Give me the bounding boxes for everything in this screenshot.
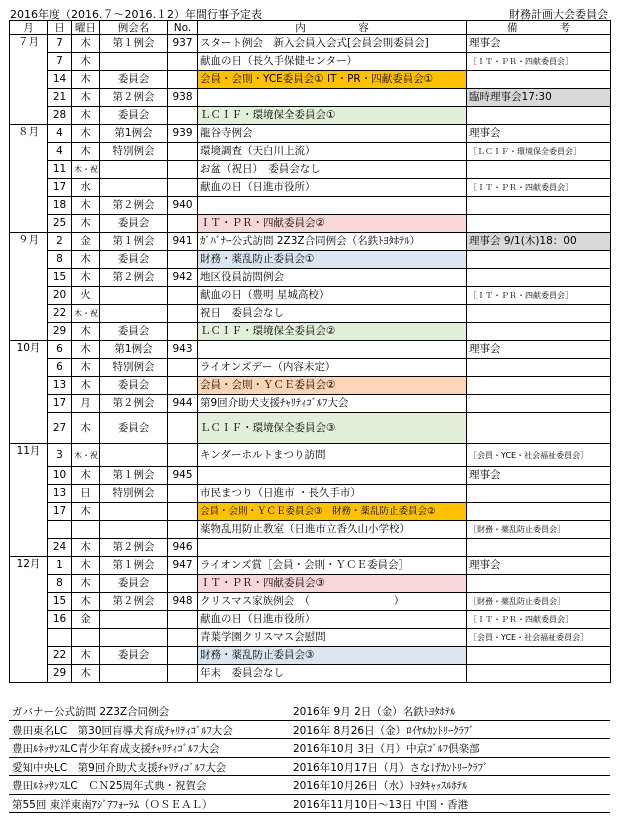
table-row bbox=[10, 359, 611, 377]
no-cell bbox=[168, 611, 198, 629]
event-date: 2016年11月10日～13日 中国・香港 bbox=[293, 798, 469, 811]
no-cell: 944 bbox=[168, 395, 198, 413]
content-cell: ｶﾞﾊﾞﾅｰ公式訪問 2Z3Z合同例会（名鉄ﾄﾖﾀﾎﾃﾙ） bbox=[198, 233, 467, 251]
event-date: 2016年 9月 2日（金）名鉄ﾄﾖﾀﾎﾃﾙ bbox=[293, 706, 456, 718]
dow-cell: 木 bbox=[72, 539, 100, 557]
col-day: 日 bbox=[48, 21, 72, 35]
dow-cell: 木 bbox=[72, 269, 100, 287]
external-event-row bbox=[9, 795, 610, 814]
dow-cell: 木 bbox=[72, 215, 100, 233]
meeting-cell: 委員会 bbox=[100, 575, 168, 593]
no-cell bbox=[168, 377, 198, 395]
table-row bbox=[10, 629, 611, 647]
day-cell: 2 bbox=[48, 233, 72, 251]
no-cell bbox=[168, 71, 198, 89]
note-cell: ［財務・薬乱防止委員会］ bbox=[467, 521, 611, 539]
no-cell: 940 bbox=[168, 197, 198, 215]
no-cell bbox=[168, 287, 198, 305]
day-cell: 14 bbox=[48, 71, 72, 89]
day-cell: 6 bbox=[48, 359, 72, 377]
table-row bbox=[10, 143, 611, 161]
table-row bbox=[10, 323, 611, 341]
meeting-cell: 特別例会 bbox=[100, 143, 168, 161]
day-cell: 13 bbox=[48, 485, 72, 503]
col-meeting: 例会名 bbox=[100, 21, 168, 35]
day-cell bbox=[48, 629, 72, 647]
col-no: No. bbox=[168, 21, 198, 35]
content-cell: ＬＣＩＦ・環境保全委員会② bbox=[198, 323, 467, 341]
day-cell: 25 bbox=[48, 215, 72, 233]
dow-cell: 木 bbox=[72, 503, 100, 521]
table-row bbox=[10, 53, 611, 71]
content-cell: ＬＣＩＦ・環境保全委員会① bbox=[198, 107, 467, 125]
event-date: 2016年10月26日（水）ﾄﾖﾀｷｬｯｽﾙﾎﾃﾙ bbox=[293, 780, 468, 792]
dow-cell: 木 bbox=[72, 413, 100, 444]
event-name: ガバナー公式訪問 2Z3Z合同例会 bbox=[12, 706, 170, 718]
table-row bbox=[10, 341, 611, 359]
meeting-cell bbox=[100, 629, 168, 647]
dow-cell bbox=[72, 629, 100, 647]
day-cell: 1 bbox=[48, 557, 72, 575]
page-title: 2016年度（2016.７～2016.１2）年間行事予定表 bbox=[10, 8, 262, 21]
content-cell: 祝日 委員会なし bbox=[198, 305, 467, 323]
table-row bbox=[10, 647, 611, 665]
dow-cell: 木 bbox=[72, 323, 100, 341]
table-row bbox=[10, 557, 611, 575]
meeting-cell: 第１例会 bbox=[100, 35, 168, 53]
no-cell: 942 bbox=[168, 269, 198, 287]
content-cell: ＬＣＩＦ・環境保全委員会③ bbox=[198, 413, 467, 444]
dow-cell: 木・祝 bbox=[72, 305, 100, 323]
meeting-cell bbox=[100, 179, 168, 197]
event-date: 2016年10月17日（月）さなげｶﾝﾄﾘｰｸﾗﾌﾞ bbox=[293, 761, 489, 774]
note-cell: 理事会 bbox=[467, 35, 611, 53]
dow-cell: 木 bbox=[72, 377, 100, 395]
dow-cell: 金 bbox=[72, 233, 100, 251]
table-row bbox=[10, 269, 611, 287]
content-cell bbox=[198, 197, 467, 215]
note-cell: 理事会 bbox=[467, 125, 611, 143]
day-cell: 17 bbox=[48, 395, 72, 413]
note-cell bbox=[467, 251, 611, 269]
table-row bbox=[10, 665, 611, 683]
meeting-cell: 委員会 bbox=[100, 215, 168, 233]
dow-cell: 火 bbox=[72, 287, 100, 305]
table-row bbox=[10, 305, 611, 323]
dow-cell: 木 bbox=[72, 35, 100, 53]
day-cell: 27 bbox=[48, 413, 72, 444]
committee-name: 財務計画大会委員会 bbox=[509, 8, 608, 21]
note-cell bbox=[467, 503, 611, 521]
table-row bbox=[10, 611, 611, 629]
content-cell: 第9回介助犬支援ﾁｬﾘﾃｨｺﾞﾙﾌ大会 bbox=[198, 395, 467, 413]
content-cell: 龍谷寺例会 bbox=[198, 125, 467, 143]
note-cell bbox=[467, 395, 611, 413]
note-cell: 理事会 bbox=[467, 341, 611, 359]
no-cell: 948 bbox=[168, 593, 198, 611]
table-row bbox=[10, 287, 611, 305]
meeting-cell: 第２例会 bbox=[100, 197, 168, 215]
table-row bbox=[10, 71, 611, 89]
table-row bbox=[10, 377, 611, 395]
content-cell: 市民まつり（日進市 ・長久手市） bbox=[198, 485, 467, 503]
day-cell: 29 bbox=[48, 323, 72, 341]
dow-cell: 木 bbox=[72, 125, 100, 143]
content-cell: お盆（祝日） 委員会なし bbox=[198, 161, 467, 179]
note-cell: ［ＩＴ・ＰＲ・四献委員会］ bbox=[467, 179, 611, 197]
note-cell bbox=[467, 71, 611, 89]
table-row bbox=[10, 233, 611, 251]
dow-cell: 木 bbox=[72, 341, 100, 359]
meeting-cell: 委員会 bbox=[100, 647, 168, 665]
meeting-cell bbox=[100, 521, 168, 539]
event-name: 豊田ﾙﾈｯｻﾝｽLC青少年育成支援ﾁｬﾘﾃｨｺﾞﾙﾌ大会 bbox=[12, 743, 220, 755]
no-cell bbox=[168, 629, 198, 647]
meeting-cell: 特別例会 bbox=[100, 359, 168, 377]
meeting-cell: 第２例会 bbox=[100, 539, 168, 557]
no-cell bbox=[168, 444, 198, 467]
content-cell: ＩＴ・ＰＲ・四献委員会② bbox=[198, 215, 467, 233]
meeting-cell: 委員会 bbox=[100, 251, 168, 269]
dow-cell: 木 bbox=[72, 251, 100, 269]
table-row bbox=[10, 125, 611, 143]
note-cell bbox=[467, 359, 611, 377]
no-cell bbox=[168, 665, 198, 683]
day-cell: 7 bbox=[48, 35, 72, 53]
note-cell bbox=[467, 161, 611, 179]
meeting-cell: 委員会 bbox=[100, 413, 168, 444]
note-cell: ［ＩＴ・ＰＲ・四献委員会］ bbox=[467, 287, 611, 305]
content-cell bbox=[198, 89, 467, 107]
meeting-cell bbox=[100, 611, 168, 629]
no-cell bbox=[168, 143, 198, 161]
content-cell bbox=[198, 341, 467, 359]
day-cell: 20 bbox=[48, 287, 72, 305]
note-cell: ［財務・薬乱防止委員会］ bbox=[467, 593, 611, 611]
day-cell: 16 bbox=[48, 611, 72, 629]
no-cell: 941 bbox=[168, 233, 198, 251]
no-cell bbox=[168, 323, 198, 341]
col-month: 月 bbox=[10, 21, 48, 35]
event-name: 豊田ﾙﾈｯｻﾝｽLC ＣＮ25周年式典・祝賀会 bbox=[12, 780, 207, 792]
day-cell: 17 bbox=[48, 503, 72, 521]
content-cell: 環境調査（天白川上流） bbox=[198, 143, 467, 161]
no-cell bbox=[168, 521, 198, 539]
note-cell bbox=[467, 647, 611, 665]
no-cell bbox=[168, 305, 198, 323]
day-cell: 15 bbox=[48, 269, 72, 287]
day-cell: 10 bbox=[48, 467, 72, 485]
note-cell bbox=[467, 575, 611, 593]
day-cell: 8 bbox=[48, 575, 72, 593]
table-row bbox=[10, 89, 611, 107]
day-cell: 24 bbox=[48, 539, 72, 557]
note-cell bbox=[467, 107, 611, 125]
external-event-row bbox=[9, 776, 610, 795]
no-cell: 937 bbox=[168, 35, 198, 53]
note-cell bbox=[467, 269, 611, 287]
month-cell: 11月 bbox=[10, 444, 48, 557]
meeting-cell: 第２例会 bbox=[100, 395, 168, 413]
meeting-cell: 第２例会 bbox=[100, 269, 168, 287]
content-cell bbox=[198, 539, 467, 557]
page-header bbox=[10, 6, 608, 20]
table-row bbox=[10, 215, 611, 233]
meeting-cell: 第１例会 bbox=[100, 557, 168, 575]
day-cell: 15 bbox=[48, 593, 72, 611]
event-date: 2016年 8月26日（金）ﾛｲﾔﾙｶﾝﾄﾘｰｸﾗﾌﾞ bbox=[293, 724, 475, 737]
no-cell bbox=[168, 647, 198, 665]
day-cell: 6 bbox=[48, 341, 72, 359]
external-event-row bbox=[9, 739, 610, 758]
event-date: 2016年10月 3日（月）中京ｺﾞﾙﾌ倶楽部 bbox=[293, 743, 480, 755]
meeting-cell bbox=[100, 53, 168, 71]
table-row bbox=[10, 395, 611, 413]
day-cell: 29 bbox=[48, 665, 72, 683]
no-cell bbox=[168, 161, 198, 179]
no-cell: 946 bbox=[168, 539, 198, 557]
note-cell: 理事会 9/1(木)18：00 bbox=[467, 233, 611, 251]
note-cell: 理事会 bbox=[467, 467, 611, 485]
note-cell bbox=[467, 413, 611, 444]
day-cell: 7 bbox=[48, 53, 72, 71]
dow-cell: 木 bbox=[72, 593, 100, 611]
table-row bbox=[10, 444, 611, 467]
dow-cell: 木・祝 bbox=[72, 444, 100, 467]
day-cell bbox=[48, 521, 72, 539]
meeting-cell: 委員会 bbox=[100, 377, 168, 395]
content-cell: クリスマス家族例会 （ ） bbox=[198, 593, 467, 611]
note-cell bbox=[467, 305, 611, 323]
content-cell: 財務・薬乱防止委員会③ bbox=[198, 647, 467, 665]
no-cell: 943 bbox=[168, 341, 198, 359]
month-cell: 12月 bbox=[10, 557, 48, 683]
meeting-cell bbox=[100, 287, 168, 305]
col-weekday: 曜日 bbox=[72, 21, 100, 35]
table-row bbox=[10, 575, 611, 593]
note-cell: ［会員・YCE・社会福祉委員会］ bbox=[467, 629, 611, 647]
no-cell bbox=[168, 359, 198, 377]
dow-cell: 木 bbox=[72, 143, 100, 161]
meeting-cell bbox=[100, 161, 168, 179]
content-cell bbox=[198, 467, 467, 485]
event-name: 豊田東名LC 第30回盲導犬育成ﾁｬﾘﾃｨｺﾞﾙﾌ大会 bbox=[12, 724, 233, 737]
external-event-row bbox=[9, 721, 610, 740]
no-cell bbox=[168, 485, 198, 503]
dow-cell: 木 bbox=[72, 557, 100, 575]
dow-cell: 木 bbox=[72, 359, 100, 377]
content-cell: ライオンズ賞［会員・会則・ＹＣＥ委員会］ bbox=[198, 557, 467, 575]
meeting-cell bbox=[100, 305, 168, 323]
dow-cell: 木・祝 bbox=[72, 161, 100, 179]
dow-cell: 木 bbox=[72, 89, 100, 107]
dow-cell: 木 bbox=[72, 53, 100, 71]
content-cell: 会員・会則・ＹＣＥ委員会③ 財務・薬乱防止委員会② bbox=[198, 503, 467, 521]
content-cell: 献血の日（長久手保健センター） bbox=[198, 53, 467, 71]
no-cell bbox=[168, 179, 198, 197]
meeting-cell: 第1例会 bbox=[100, 341, 168, 359]
content-cell: ＩＴ・ＰＲ・四献委員会③ bbox=[198, 575, 467, 593]
day-cell: 22 bbox=[48, 647, 72, 665]
note-cell bbox=[467, 485, 611, 503]
dow-cell: 月 bbox=[72, 395, 100, 413]
day-cell: 22 bbox=[48, 305, 72, 323]
note-cell bbox=[467, 323, 611, 341]
content-cell: 財務・薬乱防止委員会① bbox=[198, 251, 467, 269]
note-cell: ［ＬＣＩＦ・環境保全委員会］ bbox=[467, 143, 611, 161]
no-cell: 939 bbox=[168, 125, 198, 143]
event-name: 愛知中央LC 第9回介助犬支援ﾁｬﾘﾃｨｺﾞﾙﾌ大会 bbox=[12, 761, 227, 774]
table-row bbox=[10, 467, 611, 485]
day-cell: 4 bbox=[48, 125, 72, 143]
day-cell: 4 bbox=[48, 143, 72, 161]
content-cell: スタート例会 新入会員入会式[会員会則委員会] bbox=[198, 35, 467, 53]
no-cell: 945 bbox=[168, 467, 198, 485]
dow-cell: 木 bbox=[72, 71, 100, 89]
table-row bbox=[10, 413, 611, 444]
note-cell: ［ＩＴ・ＰＲ・四献委員会］ bbox=[467, 53, 611, 71]
external-event-row bbox=[9, 702, 610, 721]
dow-cell: 水 bbox=[72, 179, 100, 197]
day-cell: 28 bbox=[48, 107, 72, 125]
dow-cell: 木 bbox=[72, 665, 100, 683]
external-events bbox=[9, 702, 610, 813]
day-cell: 11 bbox=[48, 161, 72, 179]
content-cell: 青葉学園クリスマス会慰問 bbox=[198, 629, 467, 647]
content-cell: キンダーホルトまつり訪問 bbox=[198, 444, 467, 467]
no-cell bbox=[168, 107, 198, 125]
dow-cell: 木 bbox=[72, 575, 100, 593]
meeting-cell bbox=[100, 665, 168, 683]
meeting-cell: 委員会 bbox=[100, 71, 168, 89]
day-cell: 13 bbox=[48, 377, 72, 395]
no-cell bbox=[168, 413, 198, 444]
no-cell bbox=[168, 251, 198, 269]
note-cell bbox=[467, 377, 611, 395]
dow-cell: 木 bbox=[72, 107, 100, 125]
meeting-cell: 第２例会 bbox=[100, 89, 168, 107]
day-cell: 17 bbox=[48, 179, 72, 197]
schedule-table bbox=[9, 20, 611, 683]
day-cell: 3 bbox=[48, 444, 72, 467]
dow-cell: 木 bbox=[72, 647, 100, 665]
table-row bbox=[10, 107, 611, 125]
note-cell bbox=[467, 539, 611, 557]
note-cell: ［会員・YCE・社会福祉委員会］ bbox=[467, 444, 611, 467]
table-row bbox=[10, 161, 611, 179]
dow-cell: 木 bbox=[72, 197, 100, 215]
day-cell: 8 bbox=[48, 251, 72, 269]
meeting-cell: 第１例会 bbox=[100, 233, 168, 251]
content-cell: 会員・会則・ＹＣＥ委員会② bbox=[198, 377, 467, 395]
no-cell bbox=[168, 215, 198, 233]
meeting-cell: 特別例会 bbox=[100, 485, 168, 503]
note-cell: 理事会 bbox=[467, 557, 611, 575]
no-cell: 947 bbox=[168, 557, 198, 575]
table-row bbox=[10, 35, 611, 53]
table-row bbox=[10, 251, 611, 269]
table-row bbox=[10, 197, 611, 215]
table-row bbox=[10, 485, 611, 503]
no-cell: 938 bbox=[168, 89, 198, 107]
content-cell: ライオンズデー（内容未定） bbox=[198, 359, 467, 377]
external-event-row bbox=[9, 758, 610, 777]
table-row bbox=[10, 503, 611, 521]
note-cell bbox=[467, 665, 611, 683]
content-cell: 会員・会則・YCE委員会① IT・PR・四献委員会① bbox=[198, 71, 467, 89]
table-row bbox=[10, 179, 611, 197]
meeting-cell: 委員会 bbox=[100, 323, 168, 341]
month-cell: ８月 bbox=[10, 125, 48, 233]
table-row bbox=[10, 521, 611, 539]
table-row bbox=[10, 593, 611, 611]
note-cell bbox=[467, 197, 611, 215]
month-cell: ７月 bbox=[10, 35, 48, 125]
table-row bbox=[10, 539, 611, 557]
meeting-cell bbox=[100, 503, 168, 521]
content-cell: 年末 委員会なし bbox=[198, 665, 467, 683]
content-cell: 献血の日（豊明 星城高校） bbox=[198, 287, 467, 305]
meeting-cell: 第２例会 bbox=[100, 593, 168, 611]
meeting-cell: 委員会 bbox=[100, 107, 168, 125]
content-cell: 献血の日（日進市役所） bbox=[198, 611, 467, 629]
month-cell: 10月 bbox=[10, 341, 48, 444]
content-cell: 地区役員訪問例会 bbox=[198, 269, 467, 287]
content-cell: 薬物乱用防止教室（日進市立香久山小学校） bbox=[198, 521, 467, 539]
no-cell bbox=[168, 503, 198, 521]
content-cell: 献血の日（日進市役所） bbox=[198, 179, 467, 197]
dow-cell bbox=[72, 521, 100, 539]
dow-cell: 金 bbox=[72, 611, 100, 629]
no-cell bbox=[168, 575, 198, 593]
note-cell bbox=[467, 215, 611, 233]
meeting-cell bbox=[100, 444, 168, 467]
day-cell: 21 bbox=[48, 89, 72, 107]
dow-cell: 日 bbox=[72, 485, 100, 503]
table-header-row bbox=[10, 21, 611, 35]
month-cell: ９月 bbox=[10, 233, 48, 341]
meeting-cell: 第１例会 bbox=[100, 467, 168, 485]
meeting-cell: 第1例会 bbox=[100, 125, 168, 143]
day-cell: 18 bbox=[48, 197, 72, 215]
col-note: 備 考 bbox=[467, 21, 611, 35]
no-cell bbox=[168, 53, 198, 71]
note-cell: 臨時理事会17:30 bbox=[467, 89, 611, 107]
note-cell: ［ＩＴ・ＰＲ・四献委員会］ bbox=[467, 611, 611, 629]
event-name: 第55回 東洋東南ｱｼﾞｱﾌｫｰﾗﾑ（ＯＳＥＡＬ） bbox=[12, 798, 213, 811]
col-content: 内 容 bbox=[198, 21, 467, 35]
dow-cell: 木 bbox=[72, 467, 100, 485]
